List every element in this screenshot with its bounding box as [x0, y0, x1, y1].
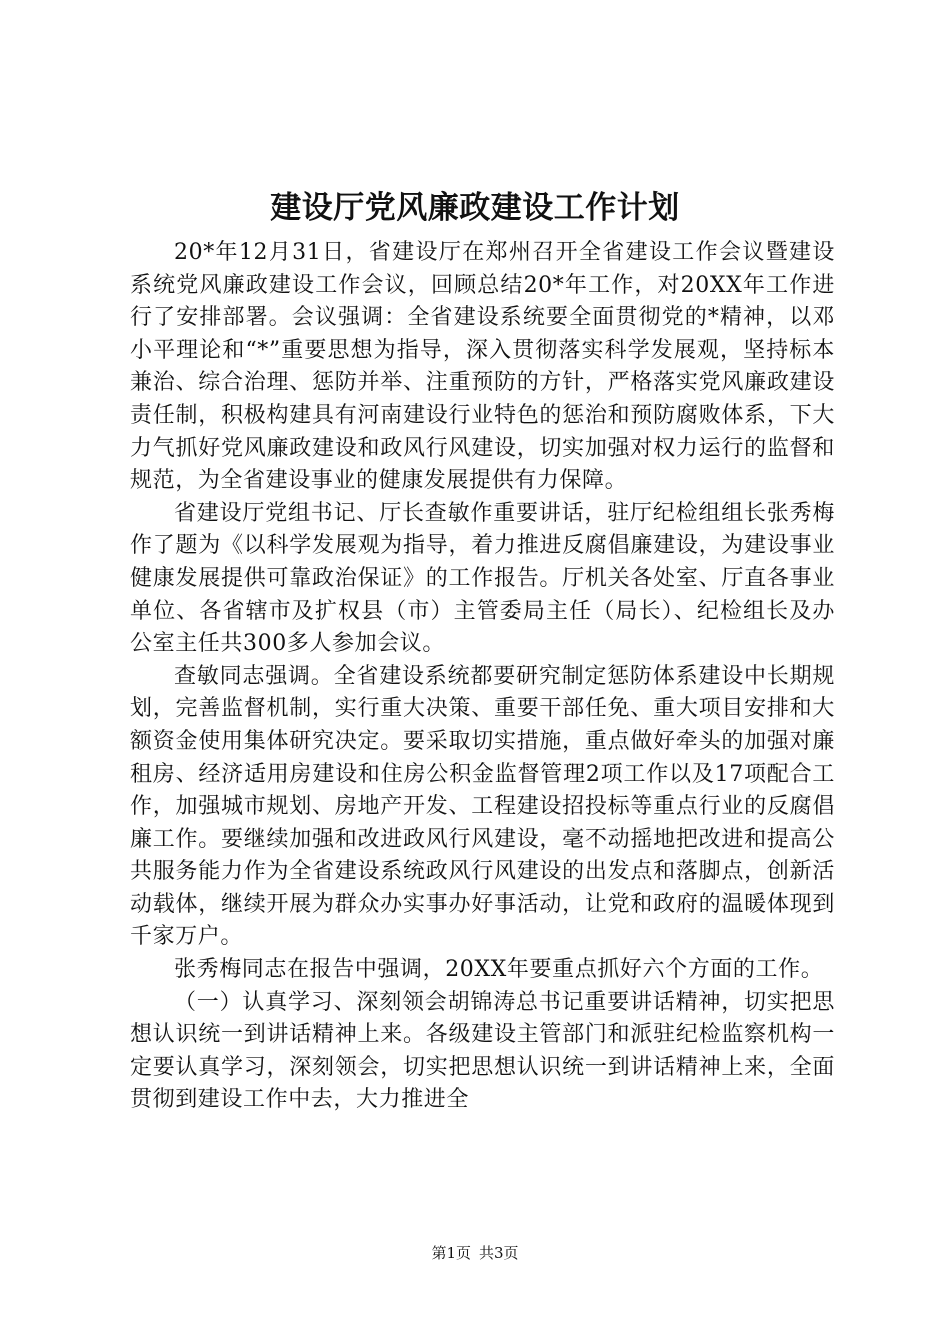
paragraph-1: 20*年12月31日，省建设厅在郑州召开全省建设工作会议暨建设系统党风廉政建设工作会议，回顾总结20*年工作，对20XX年工作进行了安排部署。会议强调：全省建设系统要全面贯彻党的*精神，以邓小平理论和“*”重要思想为指导，深入贯彻落实科学发展观，坚持标本兼治、综合治理、惩防并举、注重预防的方针，严格落实党风廉政建设责任制，积极构建具有河南建设行业特色的惩治和预防腐败体系，下大力气抓好党风廉政建设和政风行风建设，切实加强对权力运行的监督和规范，为全省建设事业的健康发展提供有力保障。 — [130, 240, 835, 494]
paragraph-2: 省建设厅党组书记、厅长查敏作重要讲话，驻厅纪检组组长张秀梅作了题为《以科学发展观为指导，着力推进反腐倡廉建设，为建设事业健康发展提供可靠政治保证》的工作报告。厅机关各处室、厅直各事业单位、各省辖市及扩权县（市）主管委局主任（局长）、纪检组长及办公室主任共300多人参加会议。 — [130, 500, 835, 657]
document-body — [130, 237, 835, 1117]
document-title: 建设厅党风廉政建设工作计划 — [270, 190, 680, 226]
page-number: 第1页 — [431, 1244, 471, 1262]
paragraph-4: 张秀梅同志在报告中强调，20XX年要重点抓好六个方面的工作。 — [174, 957, 824, 983]
page-footer — [0, 1243, 950, 1263]
page-total: 共3页 — [479, 1244, 519, 1262]
paragraph-3: 查敏同志强调。全省建设系统都要研究制定惩防体系建设中长期规划，完善监督机制，实行重大决策、重要干部任免、重大项目安排和大额资金使用集体研究决定。要采取切实措施，重点做好牵头的加强对廉租房、经济适用房建设和住房公积金监督管理2项工作以及17项配合工作，加强城市规划、房地产开发、工程建设招投标等重点行业的反腐倡廉工作。要继续加强和改进政风行风建设，毫不动摇地把改进和提高公共服务能力作为全省建设系统政风行风建设的出发点和落脚点，创新活动载体，继续开展为群众办实事办好事活动，让党和政府的温暖体现到千家万户。 — [130, 663, 835, 950]
paragraph-5: （一）认真学习、深刻领会胡锦涛总书记重要讲话精神，切实把思想认识统一到讲话精神上来。各级建设主管部门和派驻纪检监察机构一定要认真学习，深刻领会，切实把思想认识统一到讲话精神上来，全面贯彻到建设工作中去，大力推进全 — [130, 989, 835, 1113]
